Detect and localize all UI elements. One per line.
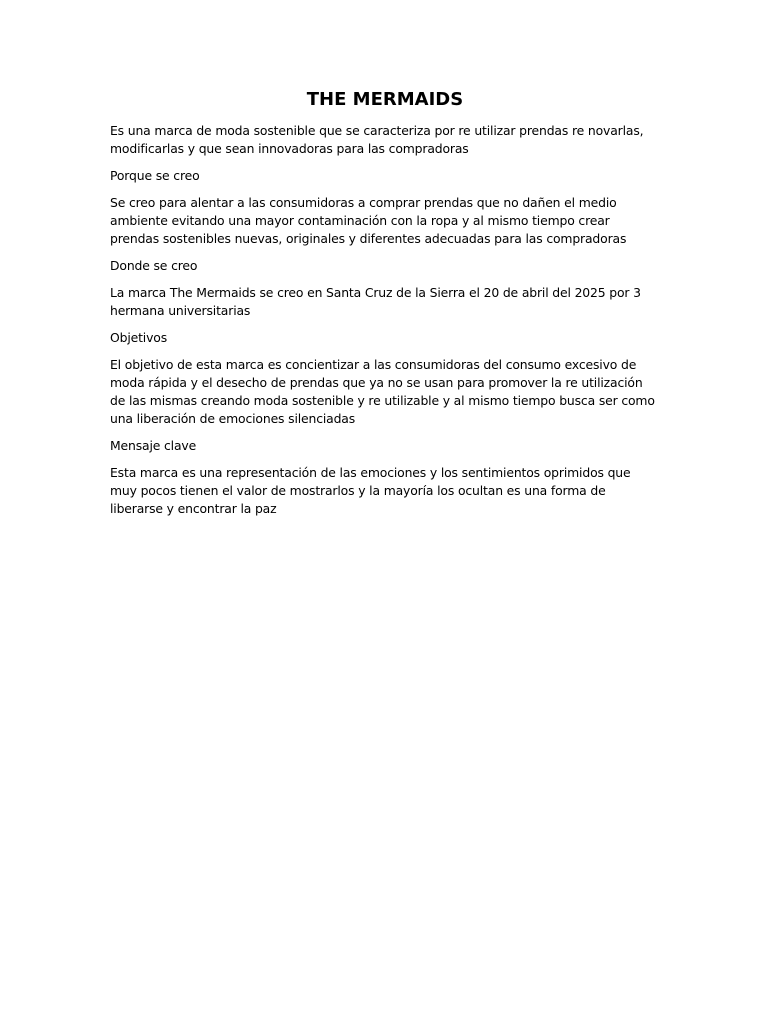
section-heading-donde: Donde se creo [110, 258, 198, 273]
section-heading-porque: Porque se creo [110, 168, 200, 183]
document-body [110, 88, 660, 527]
mensaje-paragraph: Esta marca es una representación de las emociones y los sentimientos oprimidos que muy pocos tienen el valor de mostrarlos y la mayoría los ocultan es una forma de liberarse y encontrar la paz [110, 465, 631, 516]
section-heading-objetivos: Objetivos [110, 330, 168, 345]
donde-paragraph: La marca The Mermaids se creo en Santa Cruz de la Sierra el 20 de abril del 2025 por 3 hermana universitarias [110, 285, 641, 318]
document-title: THE MERMAIDS [306, 89, 464, 110]
porque-paragraph: Se creo para alentar a las consumidoras a comprar prendas que no dañen el medio ambiente evitando una mayor contaminación con la ropa y al mismo tiempo crear prendas sostenibles nuevas, originales y diferentes adecuadas para las compradoras [110, 195, 627, 246]
section-heading-mensaje: Mensaje clave [110, 438, 197, 453]
intro-paragraph: Es una marca de moda sostenible que se caracteriza por re utilizar prendas re novarlas, modificarlas y que sean innovadoras para las compradoras [110, 123, 644, 156]
objetivos-paragraph: El objetivo de esta marca es concientizar a las consumidoras del consumo excesivo de moda rápida y el desecho de prendas que ya no se usan para promover la re utilización de las mismas creando moda sostenible y re utilizable y al mismo tiempo busca ser como una liberación de emociones silenciadas [110, 357, 655, 426]
